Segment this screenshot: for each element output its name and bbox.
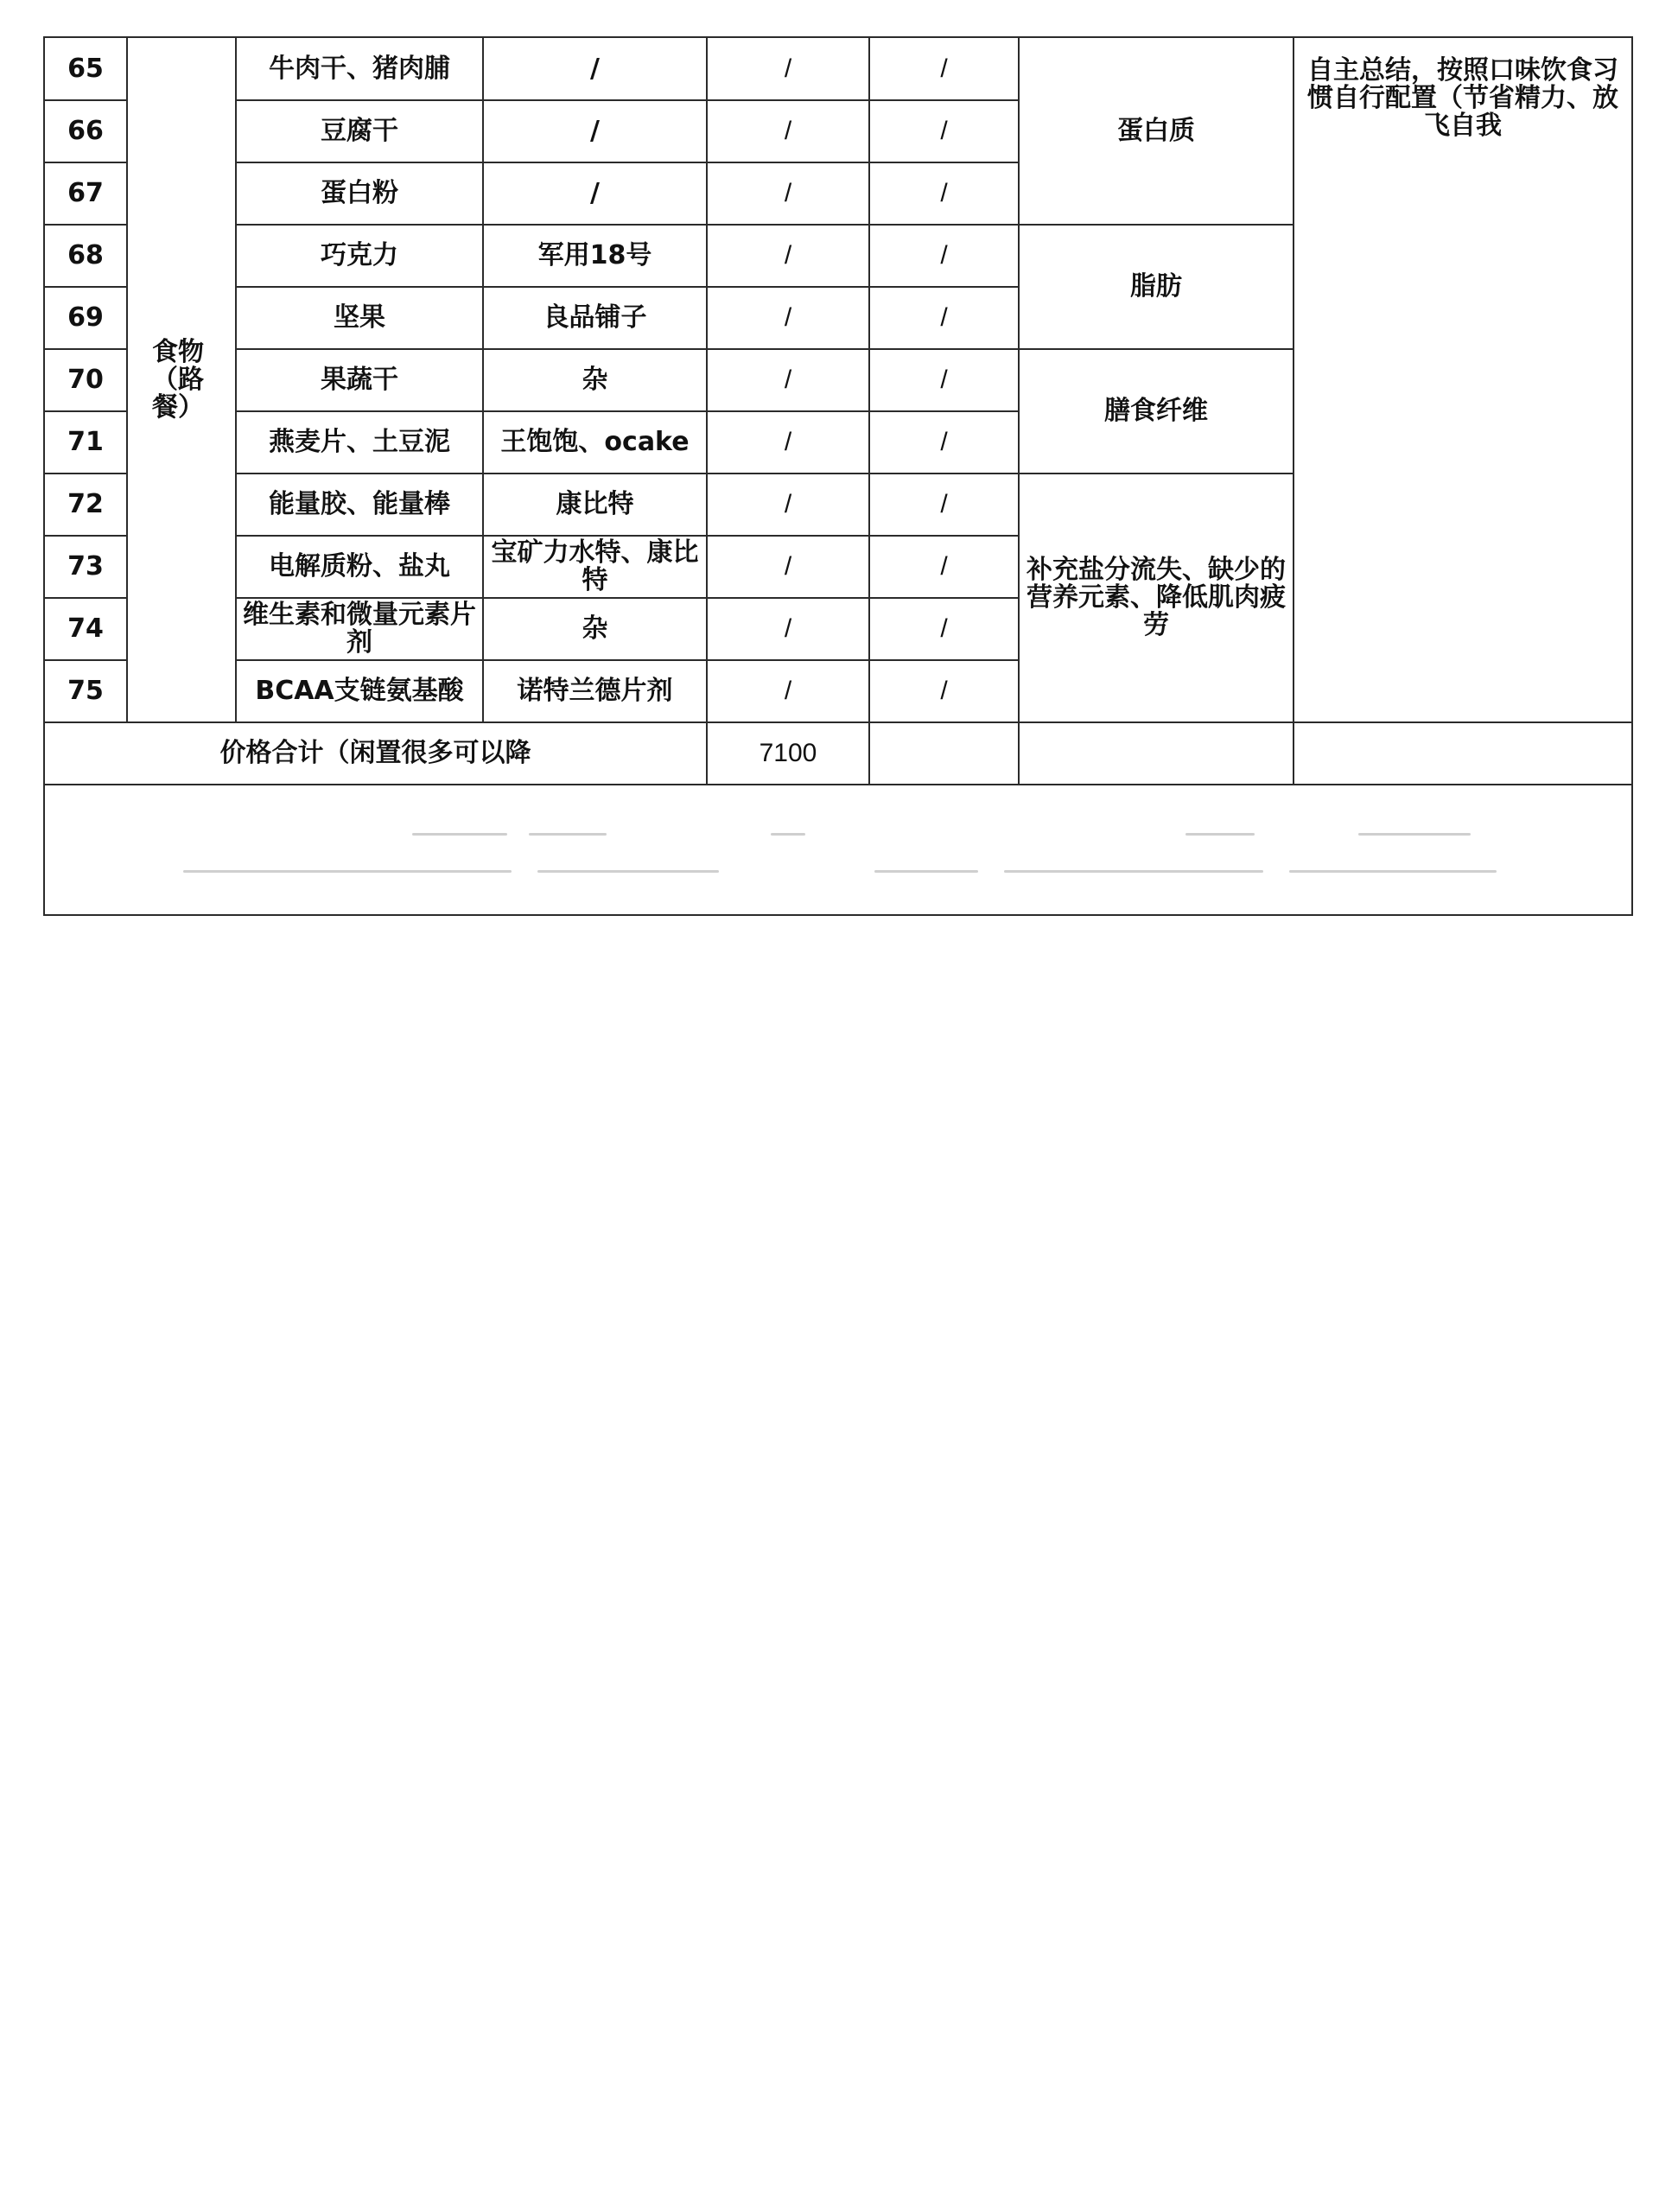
item-price: / [707,660,869,722]
equipment-table [43,36,1633,916]
total-empty-cell [1019,722,1294,785]
row-number: 69 [44,287,127,349]
total-empty-cell [869,722,1019,785]
purpose-fiber: 膳食纤维 [1019,349,1294,474]
item-name: 坚果 [236,287,483,349]
item-price: / [707,225,869,287]
item-name: 巧克力 [236,225,483,287]
row-number: 65 [44,37,127,100]
faded-remark-text [45,785,1631,914]
row-number: 66 [44,100,127,162]
total-label: 价格合计（闲置很多可以降 [44,722,707,785]
item-name: 牛肉干、猪肉脯 [236,37,483,100]
item-price: / [707,411,869,474]
row-number: 68 [44,225,127,287]
item-name: 果蔬干 [236,349,483,411]
item-qty: / [869,411,1019,474]
item-qty: / [869,536,1019,598]
category-cell: 食物（路餐） [127,37,236,722]
item-qty: / [869,162,1019,225]
item-brand: / [483,100,707,162]
item-qty: / [869,660,1019,722]
row-number: 72 [44,474,127,536]
purpose-supplement: 补充盐分流失、缺少的营养元素、降低肌肉疲劳 [1019,474,1294,722]
item-name: 电解质粉、盐丸 [236,536,483,598]
row-number: 71 [44,411,127,474]
item-name: BCAA支链氨基酸 [236,660,483,722]
faded-stroke [1185,833,1255,836]
remark-cell [44,785,1632,915]
row-number: 75 [44,660,127,722]
item-price: / [707,598,869,660]
item-price: / [707,287,869,349]
item-price: / [707,474,869,536]
item-qty: / [869,225,1019,287]
remark-row [44,785,1632,915]
total-value: 7100 [707,722,869,785]
item-brand: 王饱饱、ocake [483,411,707,474]
item-price: / [707,536,869,598]
item-qty: / [869,349,1019,411]
table-row [44,37,1632,100]
item-brand: / [483,162,707,225]
faded-stroke [874,870,978,873]
item-qty: / [869,598,1019,660]
row-number: 73 [44,536,127,598]
item-brand: 诺特兰德片剂 [483,660,707,722]
item-brand: 军用18号 [483,225,707,287]
item-name: 燕麦片、土豆泥 [236,411,483,474]
faded-stroke [1358,833,1471,836]
item-price: / [707,162,869,225]
item-price: / [707,100,869,162]
faded-stroke [537,870,719,873]
total-row [44,722,1632,785]
item-brand: 宝矿力水特、康比特 [483,536,707,598]
item-name: 豆腐干 [236,100,483,162]
row-number: 70 [44,349,127,411]
faded-stroke [183,870,512,873]
item-qty: / [869,37,1019,100]
item-name: 能量胶、能量棒 [236,474,483,536]
item-name: 维生素和微量元素片剂 [236,598,483,660]
row-number: 74 [44,598,127,660]
faded-stroke [1004,870,1263,873]
note-cell: 自主总结，按照口味饮食习惯自行配置（节省精力、放飞自我 [1294,37,1632,722]
item-price: / [707,349,869,411]
faded-stroke [412,833,507,836]
item-brand: / [483,37,707,100]
item-brand: 良品铺子 [483,287,707,349]
item-qty: / [869,100,1019,162]
item-price: / [707,37,869,100]
faded-stroke [529,833,607,836]
item-qty: / [869,287,1019,349]
item-brand: 杂 [483,598,707,660]
total-empty-cell [1294,722,1632,785]
faded-stroke [1289,870,1497,873]
faded-stroke [771,833,805,836]
item-brand: 杂 [483,349,707,411]
purpose-fat: 脂肪 [1019,225,1294,349]
item-brand: 康比特 [483,474,707,536]
item-name: 蛋白粉 [236,162,483,225]
row-number: 67 [44,162,127,225]
purpose-protein: 蛋白质 [1019,37,1294,225]
item-qty: / [869,474,1019,536]
